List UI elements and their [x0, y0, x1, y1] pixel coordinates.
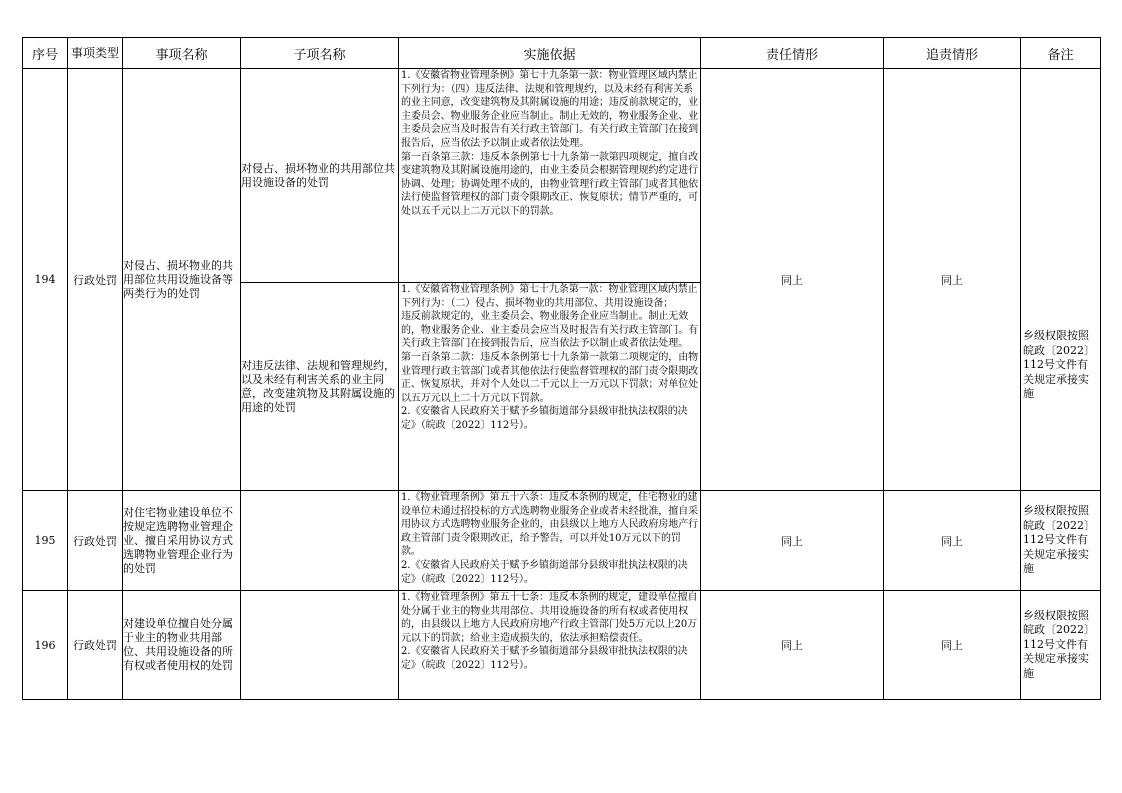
header-type: 事项类型 [68, 38, 123, 69]
row-basis-1: 1.《安徽省物业管理条例》第七十九条第一款：物业管理区域内禁止下列行为：（四）违反法律、法规和管理规约，以及未经有利害关系的业主同意，改变建筑物及其附属设施的用途；违反前款规定的，业主委员会、物业服务企业应当制止。制止无效的，物业服务企业、业主委员会应当及时报告有关行政主管部门。有关行政主管部门在接到报告后，应当依法予以制止或者依法处理。 第一百条第三款：违反本条例第七十九条第一款第四项规定，擅自改变建筑物及其附属设施用途的，由业主委员会根据管理规约约定进行协调、处理；协调处理不成的，由物业管理行政主管部门或者其他依法行使监督管理权的部门责令限期改正、恢复原状；情节严重的，可处以五千元以上二万元以下的罚款。 [401, 70, 698, 217]
row-basis-1-cell [399, 69, 701, 283]
row-sub-empty [241, 491, 399, 591]
row-no: 194 [23, 69, 68, 491]
row-basis: 1.《物业管理条例》第五十七条：违反本条例的规定，建设单位擅自处分属于业主的物业共用部位、共用设施设备的所有权或者使用权的，由县级以上地方人民政府房地产行政主管部门处5万元以上20万元以下的罚款；给业主造成损失的，依法承担赔偿责任。 2.《安徽省人民政府关于赋予乡镇街道部分县级审批执法权限的决定》（皖政〔2022〕112号）。 [401, 592, 698, 671]
row-no: 196 [23, 591, 68, 700]
row-sub-1: 对侵占、损坏物业的共用部位共用设施设备的处罚 [241, 69, 399, 283]
header-sub: 子项名称 [241, 38, 399, 69]
row-remark: 乡级权限按照皖政〔2022〕112号文件有关规定承接实施 [1023, 329, 1095, 401]
table-row [23, 591, 1101, 700]
header-basis: 实施依据 [399, 38, 701, 69]
row-type: 行政处罚 [68, 69, 123, 491]
row-resp: 同上 [701, 69, 884, 491]
row-remark: 乡级权限按照皖政〔2022〕112号文件有关规定承接实施 [1023, 504, 1095, 576]
row-basis-cell [399, 591, 701, 700]
row-basis-2-cell [399, 283, 701, 491]
row-remark-cell [1021, 591, 1101, 700]
row-name: 对建设单位擅自处分属于业主的物业共用部位、共用设施设备的所有权或者使用权的处罚 [123, 591, 241, 700]
row-remark-cell [1021, 491, 1101, 591]
row-basis-2: 1.《安徽省物业管理条例》第七十九条第一款：物业管理区域内禁止下列行为：（二）侵占、损坏物业的共用部位、共用设施设备； 违反前款规定的，业主委员会、物业服务企业应当制止。制止无效的，物业服务企业、业主委员会应当及时报告有关行政主管部门。有关行政主管部门在接到报告后，应当依法予以制止或者依法处理。 第一百条第二款：违反本条例第七十九条第一款第二项规定的，由物业管理行政主管部门或者其他依法行使监督管理权的部门责令限期改正、恢复原状，并对个人处以二千元以上一万元以下罚款；对单位处以五万元以上二十万元以下罚款。 2.《安徽省人民政府关于赋予乡镇街道部分县级审批执法权限的决定》（皖政〔2022〕112号）。 [401, 284, 698, 431]
row-basis-cell [399, 491, 701, 591]
matters-table [22, 37, 1101, 700]
table-row [23, 69, 1101, 283]
row-pursue: 同上 [884, 591, 1021, 700]
row-pursue: 同上 [884, 491, 1021, 591]
row-name: 对住宅物业建设单位不按规定选聘物业管理企业、擅自采用协议方式选聘物业管理企业行为的处罚 [123, 491, 241, 591]
row-no: 195 [23, 491, 68, 591]
header-remark: 备注 [1021, 38, 1101, 69]
row-remark-cell [1021, 69, 1101, 491]
row-name: 对侵占、损坏物业的共用部位共用设施设备等两类行为的处罚 [123, 69, 241, 491]
header-no: 序号 [23, 38, 68, 69]
row-basis: 1.《物业管理条例》第五十六条：违反本条例的规定，住宅物业的建设单位未通过招投标的方式选聘物业服务企业或者未经批准，擅自采用协议方式选聘物业服务企业的，由县级以上地方人民政府房地产行政主管部门责令限期改正，给予警告，可以并处10万元以下的罚款。 2.《安徽省人民政府关于赋予乡镇街道部分县级审批执法权限的决定》（皖政〔2022〕112号）。 [401, 492, 698, 585]
header-name: 事项名称 [123, 38, 241, 69]
row-resp: 同上 [701, 591, 884, 700]
row-type: 行政处罚 [68, 591, 123, 700]
row-type: 行政处罚 [68, 491, 123, 591]
header-resp: 责任情形 [701, 38, 884, 69]
header-row [23, 38, 1101, 69]
row-remark: 乡级权限按照皖政〔2022〕112号文件有关规定承接实施 [1023, 608, 1095, 680]
row-pursue: 同上 [884, 69, 1021, 491]
header-pursue: 追责情形 [884, 38, 1021, 69]
row-resp: 同上 [701, 491, 884, 591]
row-sub-empty [241, 591, 399, 700]
table-row [23, 491, 1101, 591]
row-sub-2: 对违反法律、法规和管理规约，以及未经有利害关系的业主同意，改变建筑物及其附属设施的用途的处罚 [241, 283, 399, 491]
